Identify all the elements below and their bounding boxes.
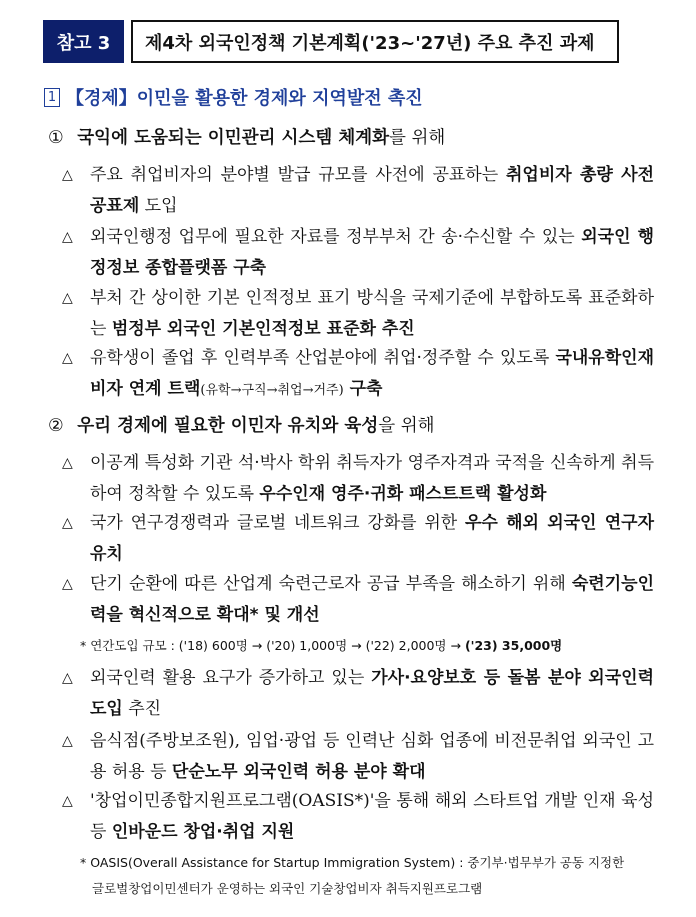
triangle-outline-icon: △ bbox=[62, 793, 73, 809]
section-heading bbox=[44, 84, 423, 110]
item-bold: 취업비자 총량 사전 공표제 bbox=[90, 165, 654, 216]
item-text: 단기 순환에 따른 산업계 숙련근로자 공급 부족을 해소하기 위해 bbox=[90, 574, 572, 594]
item-text: 음식점(주방보조원), 임업·광업 등 인력난 심화 업종에 비전문취업 외국인 고용 허용 등 bbox=[90, 731, 654, 782]
list-item bbox=[62, 569, 654, 631]
subheading-bold: 우리 경제에 필요한 이민자 유치와 육성 bbox=[77, 416, 379, 436]
triangle-outline-icon: △ bbox=[62, 167, 73, 183]
triangle-outline-icon: △ bbox=[62, 350, 73, 366]
list-item bbox=[62, 343, 654, 406]
item-text: 주요 취업비자의 분야별 발급 규모를 사전에 공표하는 bbox=[90, 165, 506, 185]
item-bold: 국내유학인재 비자 연계 트랙 bbox=[90, 348, 654, 399]
reference-tag: 참고 3 bbox=[43, 20, 124, 63]
section-title: 【경제】이민을 활용한 경제와 지역발전 촉진 bbox=[66, 88, 423, 109]
list-item bbox=[62, 726, 654, 788]
item-bold: 단순노무 외국인력 허용 분야 확대 bbox=[171, 762, 426, 782]
subheading-suffix: 을 위해 bbox=[378, 416, 435, 436]
list-item bbox=[62, 283, 654, 345]
triangle-outline-icon: △ bbox=[62, 455, 73, 471]
list-item bbox=[62, 222, 654, 284]
triangle-outline-icon: △ bbox=[62, 229, 73, 245]
triangle-outline-icon: △ bbox=[62, 290, 73, 306]
footnote-line-2: 글로벌창업이민센터가 운영하는 외국인 기술창업비자 취득지원프로그램 bbox=[92, 881, 483, 896]
subheading-marker: ② bbox=[48, 416, 64, 436]
footnote-oasis bbox=[80, 850, 660, 902]
subheading-suffix: 를 위해 bbox=[389, 128, 446, 148]
item-bold: 숙련기능인력을 혁신적으로 확대* 및 개선 bbox=[90, 574, 654, 625]
item-text: 국가 연구경쟁력과 글로벌 네트워크 강화를 위한 bbox=[90, 513, 465, 533]
item-bold: 우수인재 영주·귀화 패스트트랙 활성화 bbox=[259, 484, 547, 504]
item-suffix: 구축 bbox=[343, 379, 383, 399]
subheading-2 bbox=[48, 412, 435, 437]
item-text: 외국인행정 업무에 필요한 자료를 정부부처 간 송·수신할 수 있는 bbox=[90, 227, 582, 247]
triangle-outline-icon: △ bbox=[62, 576, 73, 592]
footnote-intake-scale bbox=[80, 633, 660, 659]
item-text: 부처 간 상이한 기본 인적정보 표기 방식을 국제기준에 부합하도록 표준화하는 bbox=[90, 288, 654, 339]
list-item bbox=[62, 160, 654, 222]
footnote-text: * 연간도입 규모 : ('18) 600명 → ('20) 1,000명 → ('22) 2,000명 → bbox=[80, 638, 465, 653]
subheading-1 bbox=[48, 124, 445, 149]
footnote-bold: ('23) 35,000명 bbox=[464, 638, 563, 653]
item-bold: 인바운드 창업·취업 지원 bbox=[111, 822, 295, 842]
item-bold: 우수 해외 외국인 연구자 유치 bbox=[90, 513, 654, 564]
item-text: '창업이민종합지원프로그램(OASIS*)'을 통해 해외 스타트업 개발 인재 육성 등 bbox=[90, 791, 654, 842]
page-title: 제4차 외국인정책 기본계획('23~'27년) 주요 추진 과제 bbox=[131, 20, 619, 63]
item-suffix: 추진 bbox=[122, 699, 162, 719]
item-text: 이공계 특성화 기관 석·박사 학위 취득자가 영주자격과 국적을 신속하게 취득하여 정착할 수 있도록 bbox=[90, 453, 654, 504]
item-text: 유학생이 졸업 후 인력부족 산업분야에 취업·정주할 수 있도록 bbox=[90, 348, 556, 368]
footnote-line-1: * OASIS(Overall Assistance for Startup Immigration System) : 중기부·법무부가 공동 지정한 bbox=[80, 855, 625, 870]
list-item bbox=[62, 448, 654, 510]
subheading-marker: ① bbox=[48, 128, 64, 148]
triangle-outline-icon: △ bbox=[62, 733, 73, 749]
list-item bbox=[62, 663, 654, 725]
list-item bbox=[62, 786, 654, 848]
list-item bbox=[62, 508, 654, 570]
section-number: 1 bbox=[44, 88, 60, 107]
item-bold: 가사·요양보호 등 돌봄 분야 외국인력 도입 bbox=[90, 668, 654, 719]
triangle-outline-icon: △ bbox=[62, 515, 73, 531]
item-text: 외국인력 활용 요구가 증가하고 있는 bbox=[90, 668, 372, 688]
triangle-outline-icon: △ bbox=[62, 670, 73, 686]
item-bold: 외국인 행정정보 종합플랫폼 구축 bbox=[90, 227, 654, 278]
item-small: (유학→구직→취업→거주) bbox=[200, 383, 344, 398]
subheading-bold: 국익에 도움되는 이민관리 시스템 체계화 bbox=[77, 128, 390, 148]
item-bold: 범정부 외국인 기본인적정보 표준화 추진 bbox=[111, 319, 415, 339]
page-header bbox=[43, 20, 619, 63]
item-suffix: 도입 bbox=[139, 196, 178, 216]
